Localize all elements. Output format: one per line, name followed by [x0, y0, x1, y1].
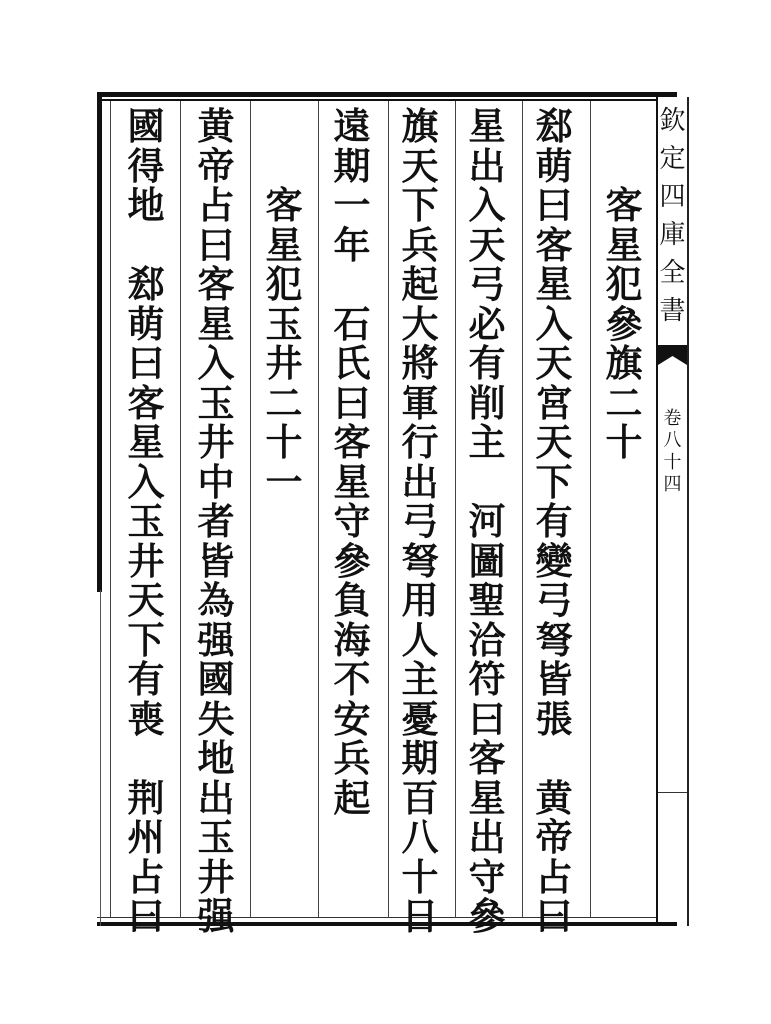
text-char: 日 [401, 894, 439, 938]
margin-juan-char: 十 [663, 452, 682, 473]
text-char: 强 [197, 894, 235, 938]
text-char: 地 [127, 183, 165, 227]
text-char: 參 [605, 301, 643, 346]
text-char: 二 [265, 380, 303, 425]
text-char: 皆 [535, 657, 573, 701]
text-char: 曰 [127, 341, 165, 385]
text-char: 符 [468, 657, 506, 701]
text-char: 玉 [197, 815, 235, 859]
text-char: 入 [197, 341, 235, 385]
text-char: 出 [468, 815, 506, 859]
text-char: 出 [197, 775, 235, 820]
text-char: 負 [333, 578, 371, 622]
text-char: 削 [468, 380, 506, 425]
text-char: 客 [605, 183, 643, 227]
column-rule [318, 101, 319, 917]
text-char: 海 [333, 617, 371, 662]
text-char: 大 [401, 301, 439, 346]
text-char: 參 [468, 894, 506, 938]
text-char: 一 [333, 183, 371, 227]
text-char: 强 [197, 617, 235, 662]
text-char: 旗 [605, 341, 643, 385]
text-char: 用 [401, 578, 439, 622]
text-char: 得 [127, 143, 165, 188]
text-char: 入 [535, 301, 573, 346]
margin-title-char: 全 [659, 258, 686, 288]
text-char: 旗 [401, 104, 439, 148]
text-char: 者 [197, 499, 235, 543]
text-char: 河 [468, 499, 506, 543]
frame-left-lower-border [100, 590, 101, 926]
text-char: 地 [197, 736, 235, 780]
text-char: 有 [535, 499, 573, 543]
text-char: 國 [197, 657, 235, 701]
text-char: 天 [535, 341, 573, 385]
page-edge-right [687, 97, 689, 926]
text-char: 郄 [535, 104, 573, 148]
text-char: 中 [197, 459, 235, 504]
margin-juan-char: 四 [663, 474, 682, 495]
text-char: 占 [127, 854, 165, 899]
text-char: 將 [401, 341, 439, 385]
margin-title-char: 定 [659, 144, 686, 174]
text-char: 曰 [535, 894, 573, 938]
text-char: 州 [127, 815, 165, 859]
text-char: 不 [333, 657, 371, 701]
text-char: 行 [401, 420, 439, 464]
text-column [328, 104, 376, 820]
text-char: 玉 [127, 499, 165, 543]
text-char: 天 [127, 578, 165, 622]
text-char: 石 [333, 301, 371, 346]
margin-title-char: 庫 [659, 220, 686, 250]
margin-rule [658, 792, 687, 793]
text-column [530, 104, 578, 938]
text-char: 星 [535, 262, 573, 306]
text-char: 犯 [265, 262, 303, 306]
column-rule [455, 101, 456, 917]
text-char: 井 [265, 341, 303, 385]
text-char: 占 [197, 183, 235, 227]
text-char: 必 [468, 301, 506, 346]
text-char: 黄 [197, 104, 235, 148]
text-char: 十 [265, 420, 303, 464]
margin-juan-char: 卷 [663, 408, 682, 429]
text-char: 下 [535, 459, 573, 504]
text-column [260, 108, 308, 503]
text-char: 下 [127, 617, 165, 662]
text-char: 客 [197, 262, 235, 306]
text-char: 兵 [401, 222, 439, 267]
text-char: 星 [468, 775, 506, 820]
text-char: 犯 [605, 262, 643, 306]
text-char: 曰 [197, 222, 235, 267]
text-column [192, 104, 240, 938]
text-char: 安 [333, 696, 371, 741]
margin-juan-char: 八 [663, 430, 682, 451]
column-rule [250, 101, 251, 917]
text-char: 皆 [197, 538, 235, 583]
margin-juan-number [658, 410, 687, 498]
text-char: 起 [401, 262, 439, 306]
text-char: 一 [265, 459, 303, 504]
text-char: 洽 [468, 617, 506, 662]
text-char: 井 [127, 538, 165, 583]
text-char: 入 [127, 459, 165, 504]
column-rule [590, 101, 591, 917]
text-char: 弩 [401, 538, 439, 583]
fishtail-ornament [658, 345, 687, 365]
text-char: 井 [197, 420, 235, 464]
column-rule [180, 101, 181, 917]
text-char: 帝 [197, 143, 235, 188]
text-char: 井 [197, 854, 235, 899]
text-column [122, 104, 170, 938]
text-char: 玉 [265, 301, 303, 346]
text-char: 張 [535, 696, 573, 741]
text-char: 軍 [401, 380, 439, 425]
text-char: 國 [127, 104, 165, 148]
text-char: 客 [333, 420, 371, 464]
text-char: 下 [401, 183, 439, 227]
text-char: 為 [197, 578, 235, 622]
text-char: 曰 [127, 894, 165, 938]
text-char: 期 [401, 736, 439, 780]
text-char: 有 [127, 657, 165, 701]
text-char: 星 [468, 104, 506, 148]
text-char: 主 [401, 657, 439, 701]
text-char: 天 [401, 143, 439, 188]
text-char: 星 [333, 459, 371, 504]
text-char: 憂 [401, 696, 439, 741]
text-char: 客 [535, 222, 573, 267]
text-char: 守 [468, 854, 506, 899]
text-char: 萌 [535, 143, 573, 188]
text-char: 入 [468, 183, 506, 227]
text-char: 天 [535, 420, 573, 464]
text-char: 星 [197, 301, 235, 346]
text-char: 十 [401, 854, 439, 899]
text-char: 二 [605, 380, 643, 425]
text-char: 玉 [197, 380, 235, 425]
text-char: 人 [401, 617, 439, 662]
text-char: 荆 [127, 775, 165, 820]
text-char: 聖 [468, 578, 506, 622]
text-char: 變 [535, 538, 573, 583]
margin-title-char: 書 [659, 296, 686, 326]
text-char: 圖 [468, 538, 506, 583]
text-char: 弓 [401, 499, 439, 543]
column-rule [522, 101, 523, 917]
text-char: 十 [605, 420, 643, 464]
column-rule [110, 101, 111, 917]
text-char: 八 [401, 815, 439, 859]
text-char: 占 [535, 854, 573, 899]
text-char: 帝 [535, 815, 573, 859]
frame-bottom-border [97, 922, 677, 926]
text-char: 客 [265, 183, 303, 227]
text-char: 曰 [333, 380, 371, 425]
text-char: 百 [401, 775, 439, 820]
text-char: 喪 [127, 696, 165, 741]
text-char: 星 [265, 222, 303, 267]
text-char: 起 [333, 775, 371, 820]
text-column [396, 104, 444, 938]
text-char: 郄 [127, 262, 165, 306]
text-column [463, 104, 511, 938]
margin-title-char: 欽 [659, 106, 686, 136]
text-column [600, 108, 648, 464]
text-char: 年 [333, 222, 371, 267]
text-char: 弩 [535, 617, 573, 662]
text-char: 期 [333, 143, 371, 188]
text-char: 黄 [535, 775, 573, 820]
text-char: 遠 [333, 104, 371, 148]
text-char: 天 [468, 222, 506, 267]
text-char: 參 [333, 538, 371, 583]
frame-top-border [97, 92, 677, 97]
text-char: 有 [468, 341, 506, 385]
text-char: 星 [605, 222, 643, 267]
margin-book-title [658, 108, 687, 336]
text-char: 萌 [127, 301, 165, 346]
text-char: 失 [197, 696, 235, 741]
text-char: 弓 [468, 262, 506, 306]
text-char: 星 [127, 420, 165, 464]
text-char: 兵 [333, 736, 371, 780]
text-char: 氏 [333, 341, 371, 385]
text-char: 弓 [535, 578, 573, 622]
text-char: 曰 [535, 183, 573, 227]
text-char: 客 [468, 736, 506, 780]
column-rule [388, 101, 389, 917]
frame-top-inner-border [97, 99, 657, 101]
text-char: 出 [468, 143, 506, 188]
text-char: 守 [333, 499, 371, 543]
text-char: 出 [401, 459, 439, 504]
text-char: 宮 [535, 380, 573, 425]
text-char: 客 [127, 380, 165, 425]
text-char: 曰 [468, 696, 506, 741]
margin-title-char: 四 [659, 182, 686, 212]
frame-left-border [97, 92, 102, 592]
text-char: 主 [468, 420, 506, 464]
